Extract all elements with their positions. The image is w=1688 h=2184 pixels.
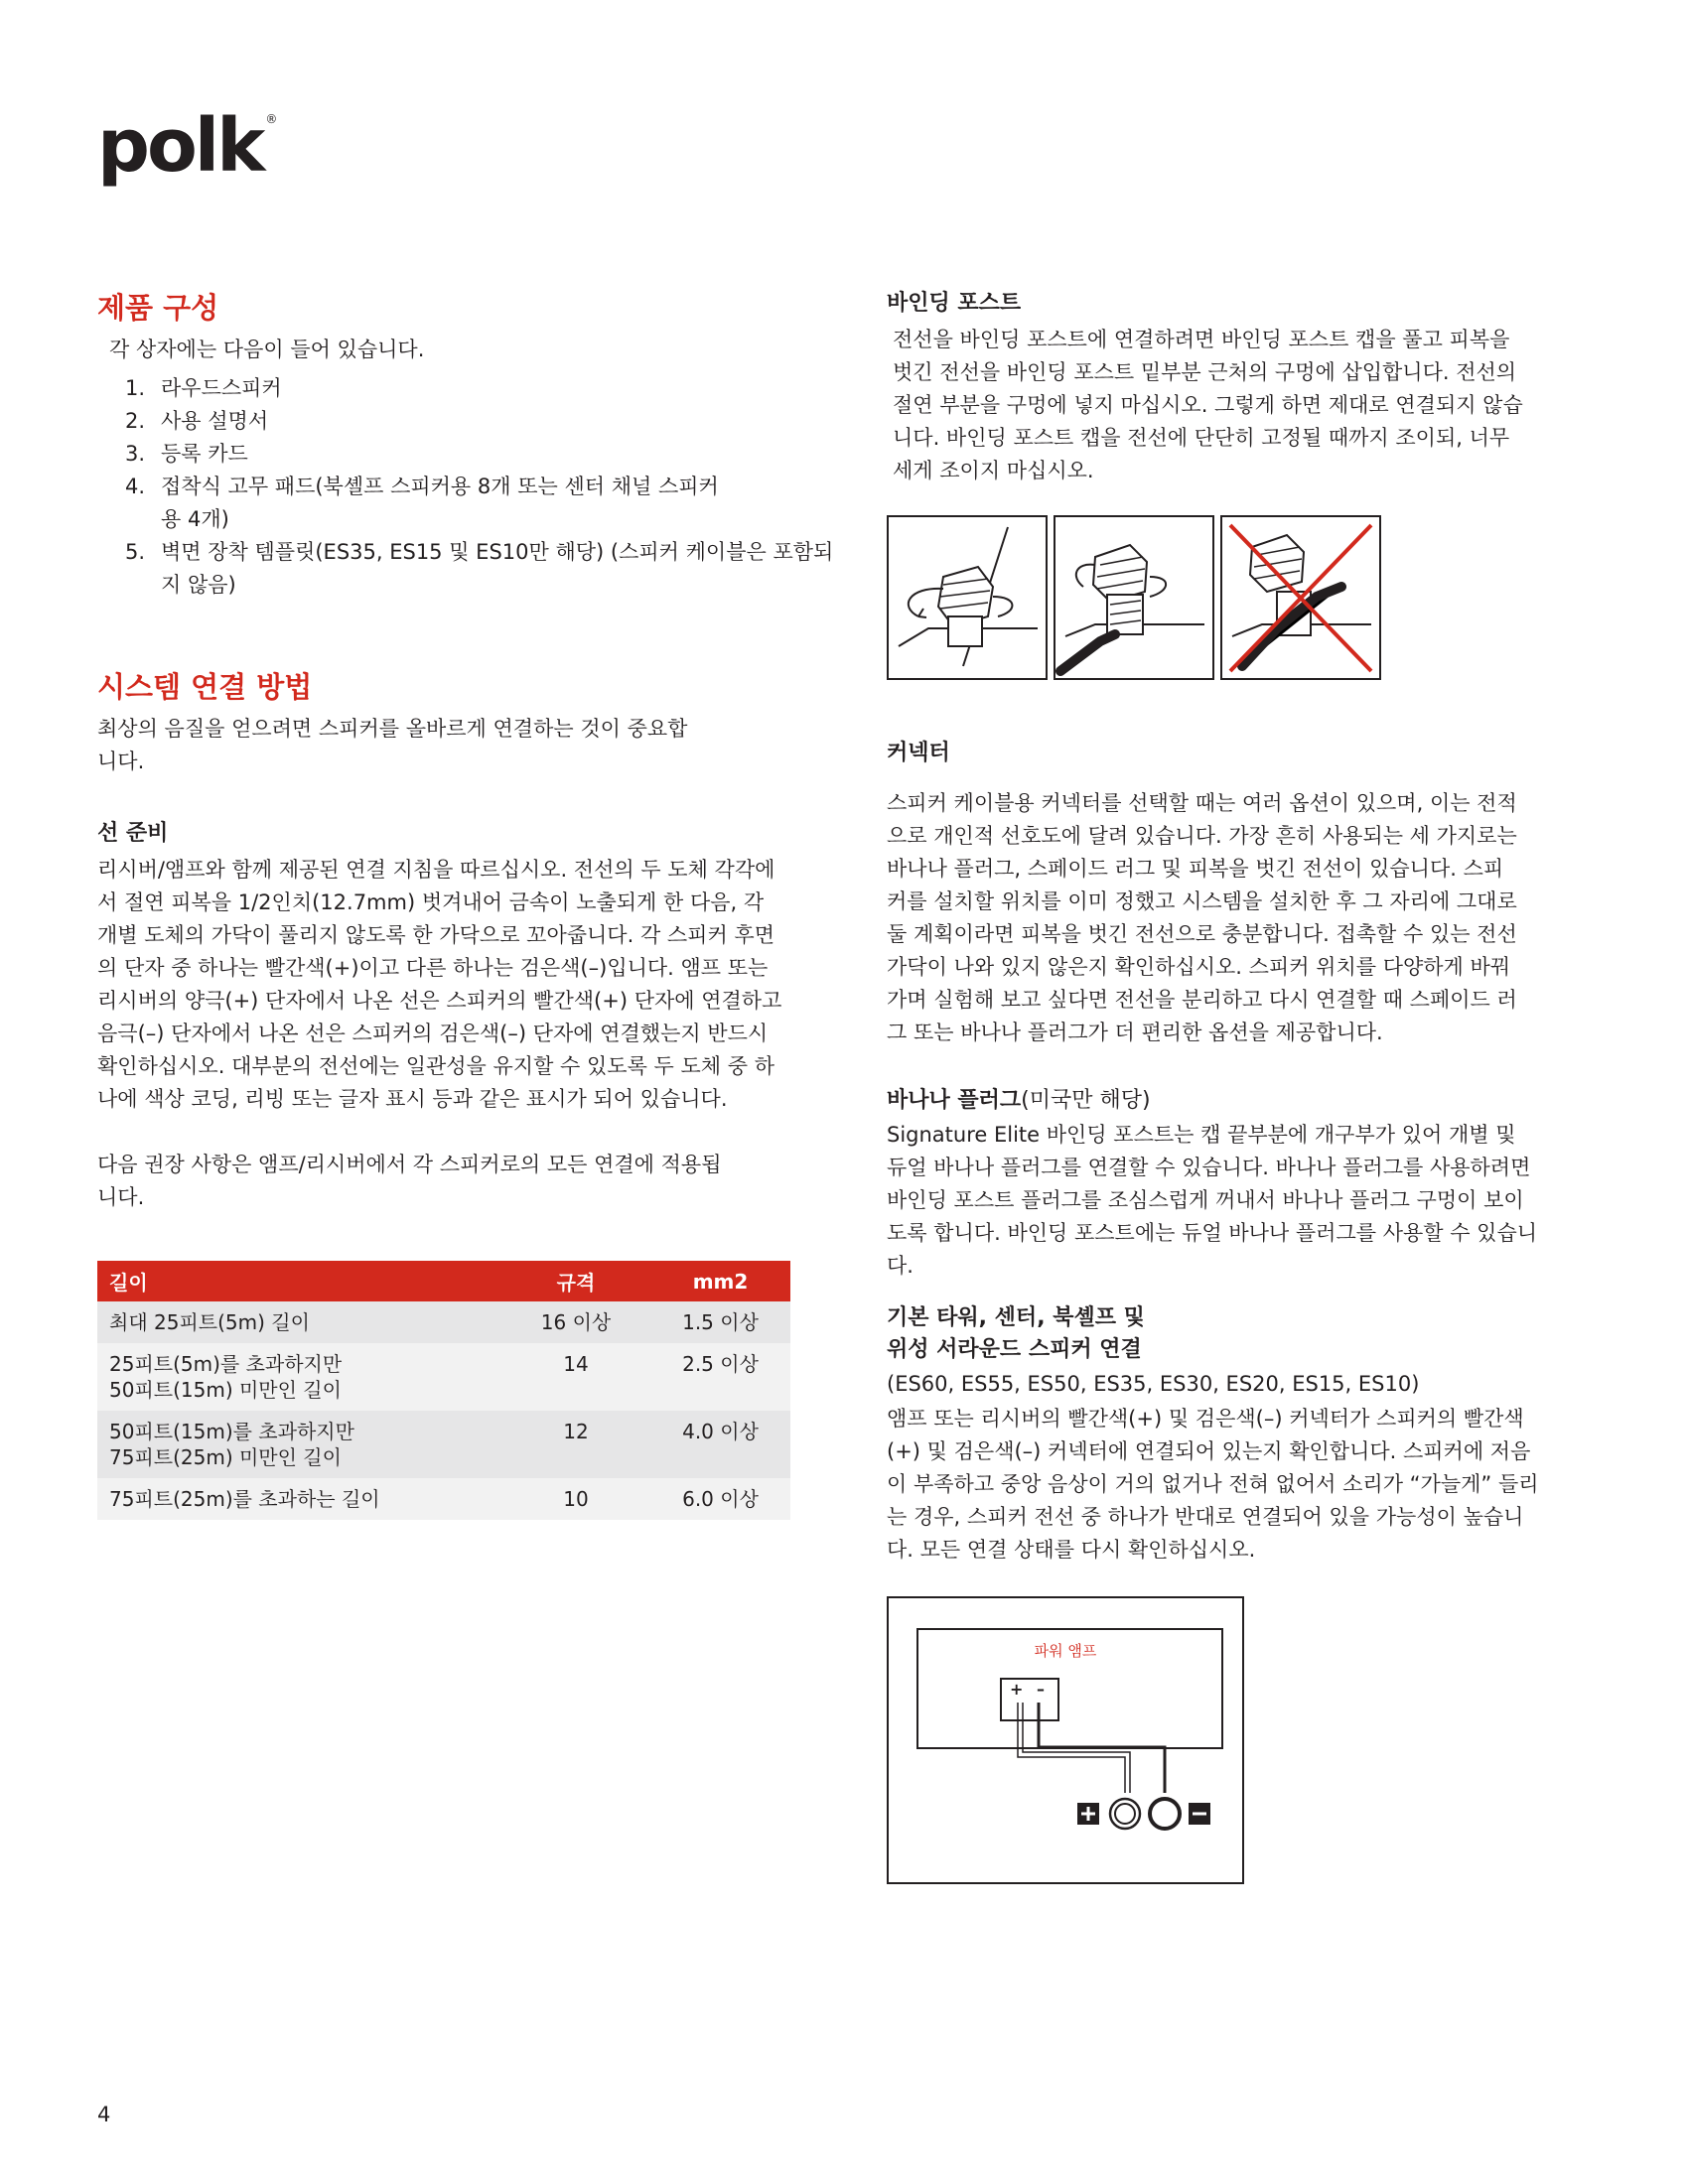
- cell-gauge: 16 이상: [501, 1301, 650, 1343]
- wire-prep-title: 선 준비: [97, 821, 169, 846]
- basic-title-line2: 위성 서라운드 스피커 연결: [887, 1337, 1142, 1362]
- cell-mm2: 2.5 이상: [650, 1343, 790, 1411]
- connector-text: 스피커 케이블용 커넥터를 선택할 때는 여러 옵션이 있으며, 이는 전적으로 개인적 선호도에 달려 있습니다. 가장 흔히 사용되는 세 가지로는 바나나 플러그, 스페이드 러그 및 피복을 벗긴 전선이 있습니다. 스피커를 설치할 위치를 이미 정했고 시스템을 설치한 후 그 자리에 그대로 둘 계획이라면 피복을 벗긴 전선으로 충분합니다. 접촉할 수 있는 전선 가닥이 나와 있지 않은지 확인하십시오. 스피커 위치를 다양하게 바꿔가며 실험해 보고 싶다면 전선을 분리하고 다시 연결할 때 스페이드 러그 또는 바나나 플러그가 더 편리한 옵션을 제공합니다.: [887, 791, 1517, 1044]
- list-text: 라우드스피커: [161, 376, 282, 400]
- cell-length: 75피트(25m)를 초과하는 길이: [97, 1478, 501, 1520]
- table-row: [97, 1411, 790, 1478]
- binding-post-figures: [887, 515, 1542, 680]
- binding-post-correct-figure: [1054, 515, 1214, 680]
- banana-title-note: (미국만 해당): [1021, 1088, 1151, 1113]
- cell-gauge: 10: [501, 1478, 650, 1520]
- banana-title: [887, 1085, 1542, 1117]
- left-column: [97, 288, 834, 1520]
- list-text: 접착식 고무 패드(북셸프 스피커용 8개 또는 센터 채널 스피커용 4개): [161, 475, 719, 531]
- registered-mark: ®: [265, 112, 278, 126]
- table-row: [97, 1301, 790, 1343]
- header-gauge: 규격: [501, 1261, 650, 1301]
- polk-logo: [97, 103, 278, 189]
- list-item: [97, 372, 792, 405]
- list-text: 등록 카드: [161, 442, 248, 466]
- list-item: [97, 471, 727, 536]
- right-column: [887, 288, 1542, 1884]
- cell-mm2: 1.5 이상: [650, 1301, 790, 1343]
- binding-title: 바인딩 포스트: [887, 291, 1022, 316]
- basic-text: 앰프 또는 리시버의 빨간색(+) 및 검은색(–) 커넥터가 스피커의 빨간색(+) 및 검은색(–) 커넥터에 연결되어 있는지 확인합니다. 스피커에 저음이 부족하고 중앙 음상이 거의 없거나 전혀 없어서 소리가 “가늘게” 들리는 경우, 스피커 전선 중 하나가 반대로 연결되어 있을 가능성이 높습니다. 모든 연결 상태를 다시 확인하십시오.: [887, 1407, 1539, 1562]
- cell-length: 최대 25피트(5m) 길이: [97, 1301, 501, 1343]
- header-length: 길이: [97, 1261, 501, 1301]
- list-number: 1.: [125, 376, 146, 400]
- binding-post-loosen-figure: [887, 515, 1048, 680]
- wiring-diagram: [887, 1596, 1244, 1884]
- list-number: 3.: [125, 442, 146, 466]
- connector-title: 커넥터: [887, 741, 950, 765]
- amp-minus-sign: –: [1036, 1680, 1045, 1699]
- basic-title-line1: 기본 타워, 센터, 북셸프 및: [887, 1305, 1145, 1330]
- list-text: 벽면 장착 템플릿(ES35, ES15 및 ES10만 해당) (스피커 케이블은 포함되지 않음): [161, 540, 834, 597]
- binding-text: 전선을 바인딩 포스트에 연결하려면 바인딩 포스트 캡을 풀고 피복을 벗긴 전선을 바인딩 포스트 밑부분 근처의 구멍에 삽입합니다. 전선의 절연 부분을 구멍에 넣지 마십시오. 그렇게 하면 제대로 연결되지 않습니다. 바인딩 포스트 캡을 전선에 단단히 고정될 때까지 조이되, 너무 세게 조이지 마십시오.: [893, 328, 1523, 482]
- contents-intro: 각 상자에는 다음이 들어 있습니다.: [109, 338, 425, 361]
- header-mm2: mm2: [650, 1261, 790, 1301]
- list-item: [97, 536, 836, 602]
- page-number: 4: [97, 2103, 111, 2126]
- wiring-lines: [889, 1598, 1242, 1882]
- cell-mm2: 4.0 이상: [650, 1411, 790, 1478]
- list-item: [97, 438, 792, 471]
- table-row: [97, 1343, 790, 1411]
- banana-text: Signature Elite 바인딩 포스트는 캡 끝부분에 개구부가 있어 개별 및 듀얼 바나나 플러그를 연결할 수 있습니다. 바나나 플러그를 사용하려면 바인딩 포스트 플러그를 조심스럽게 꺼내서 바나나 플러그 구멍이 보이도록 합니다. 바인딩 포스트에는 듀얼 바나나 플러그를 사용할 수 있습니다.: [887, 1123, 1538, 1278]
- banana-title-bold: 바나나 플러그: [887, 1088, 1022, 1113]
- basic-models: (ES60, ES55, ES50, ES35, ES30, ES20, ES15, ES10): [887, 1372, 1420, 1396]
- cell-gauge: 14: [501, 1343, 650, 1411]
- list-number: 4.: [125, 475, 146, 498]
- recommend-text: 다음 권장 사항은 앰프/리시버에서 각 스피커로의 모든 연결에 적용됩니다.: [97, 1153, 722, 1209]
- contents-list: [97, 372, 834, 602]
- cell-gauge: 12: [501, 1411, 650, 1478]
- cell-mm2: 6.0 이상: [650, 1478, 790, 1520]
- list-number: 5.: [125, 540, 146, 564]
- amp-label: 파워 앰프: [1034, 1642, 1097, 1660]
- logo-text: polk: [97, 103, 263, 189]
- binding-post-incorrect-figure: [1220, 515, 1381, 680]
- basic-title: [887, 1302, 1542, 1366]
- connection-title: 시스템 연결 방법: [97, 670, 313, 704]
- list-text: 사용 설명서: [161, 409, 269, 433]
- wire-prep-text: 리시버/앰프와 함께 제공된 연결 지침을 따르십시오. 전선의 두 도체 각각에서 절연 피복을 1/2인치(12.7mm) 벗겨내어 금속이 노출되게 한 다음, 각 개별 도체의 가닥이 풀리지 않도록 한 가닥으로 꼬아줍니다. 각 스피커 후면의 단자 중 하나는 빨간색(+)이고 다른 하나는 검은색(–)입니다. 앰프 또는 리시버의 양극(+) 단자에서 나온 선은 스피커의 빨간색(+) 단자에 연결하고 음극(–) 단자에서 나온 선은 스피커의 검은색(–) 단자에 연결했는지 반드시 확인하십시오. 대부분의 전선에는 일관성을 유지할 수 있도록 두 도체 중 하나에 색상 코딩, 리빙 또는 글자 표시 등과 같은 표시가 되어 있습니다.: [97, 858, 782, 1111]
- contents-title: 제품 구성: [97, 291, 219, 325]
- table-row: [97, 1478, 790, 1520]
- cell-length: 50피트(15m)를 초과하지만 75피트(25m) 미만인 길이: [97, 1411, 501, 1478]
- connection-intro: 최상의 음질을 얻으려면 스피커를 올바르게 연결하는 것이 중요합니다.: [97, 717, 688, 773]
- list-number: 2.: [125, 409, 146, 433]
- table-header-row: [97, 1261, 790, 1301]
- list-item: [97, 405, 792, 438]
- cell-length: 25피트(5m)를 초과하지만 50피트(15m) 미만인 길이: [97, 1343, 501, 1411]
- amp-plus-sign: +: [1010, 1680, 1024, 1699]
- wire-gauge-table: [97, 1261, 790, 1520]
